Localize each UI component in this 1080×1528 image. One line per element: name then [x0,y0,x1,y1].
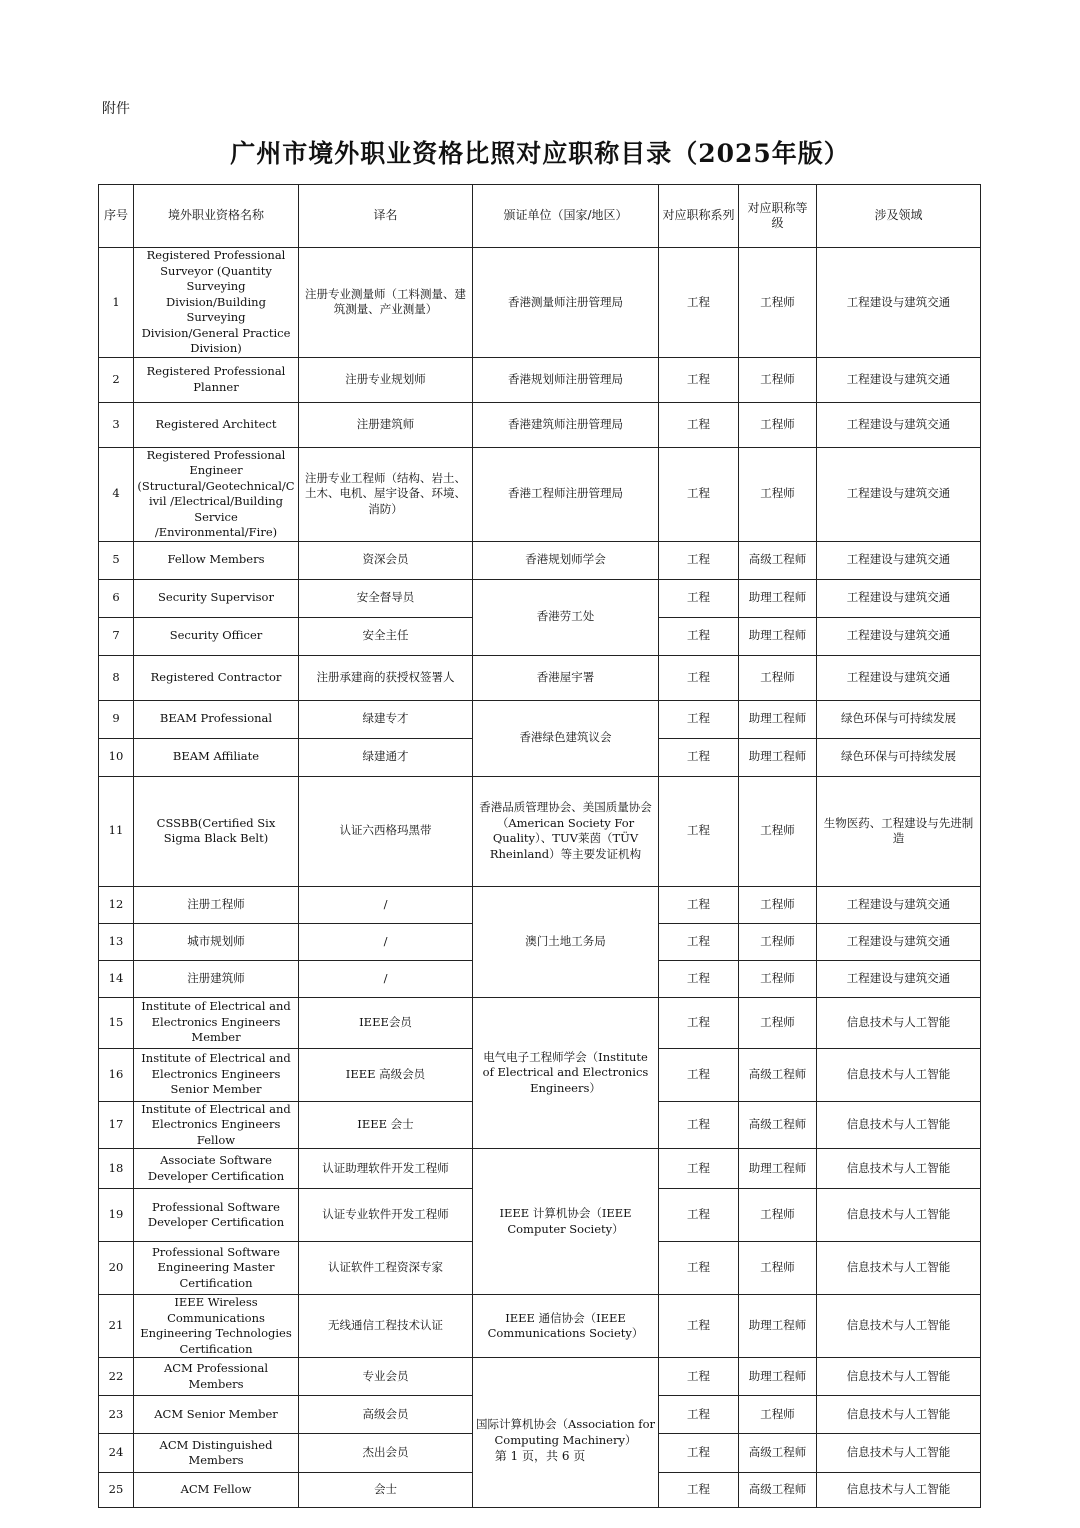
cell-field: 工程建设与建筑交通 [817,447,981,541]
cell-series: 工程 [659,923,739,960]
cell-name: BEAM Professional [134,700,299,738]
table-row [99,1149,981,1189]
cell-field: 工程建设与建筑交通 [817,655,981,700]
cell-name: Registered Contractor [134,655,299,700]
cell-translation: 注册专业工程师（结构、岩土、土木、电机、屋宇设备、环境、消防） [299,447,473,541]
cell-series: 工程 [659,617,739,655]
cell-series: 工程 [659,960,739,997]
attachment-label: 附件 [102,101,130,117]
cell-level: 工程师 [739,1242,817,1295]
cell-field: 绿色环保与可持续发展 [817,700,981,738]
cell-series: 工程 [659,447,739,541]
cell-field: 信息技术与人工智能 [817,1101,981,1149]
cell-name: Associate Software Developer Certification [134,1149,299,1189]
cell-series: 工程 [659,655,739,700]
table-row [99,447,981,541]
cell-field: 信息技术与人工智能 [817,1473,981,1508]
cell-translation: 安全主任 [299,617,473,655]
cell-field: 工程建设与建筑交通 [817,923,981,960]
cell-level: 高级工程师 [739,1473,817,1508]
cell-level: 助理工程师 [739,1149,817,1189]
cell-series: 工程 [659,886,739,923]
cell-level: 高级工程师 [739,1048,817,1101]
cell-series: 工程 [659,1358,739,1396]
cell-field: 工程建设与建筑交通 [817,579,981,617]
cell-translation: 注册建筑师 [299,402,473,447]
cell-level: 助理工程师 [739,1295,817,1358]
cell-issuer: 香港建筑师注册管理局 [473,402,659,447]
cell-translation: / [299,886,473,923]
cell-no: 23 [99,1396,134,1434]
cell-field: 工程建设与建筑交通 [817,357,981,402]
cell-no: 24 [99,1434,134,1473]
cell-series: 工程 [659,1149,739,1189]
cell-level: 工程师 [739,1396,817,1434]
cell-issuer: 香港规划师注册管理局 [473,357,659,402]
cell-no: 2 [99,357,134,402]
cell-name: Professional Software Developer Certification [134,1189,299,1242]
cell-translation: 专业会员 [299,1358,473,1396]
col-header-issuer: 颁证单位（国家/地区） [473,185,659,248]
cell-issuer: 香港工程师注册管理局 [473,447,659,541]
cell-field: 工程建设与建筑交通 [817,541,981,579]
cell-no: 10 [99,738,134,776]
cell-level: 工程师 [739,997,817,1048]
cell-translation: 认证助理软件开发工程师 [299,1149,473,1189]
table-row [99,579,981,617]
cell-translation: 杰出会员 [299,1434,473,1473]
cell-field: 工程建设与建筑交通 [817,886,981,923]
cell-name: Registered Professional Planner [134,357,299,402]
cell-name: IEEE Wireless Communications Engineering Technologies Certification [134,1295,299,1358]
cell-translation: IEEE 会士 [299,1101,473,1149]
cell-no: 19 [99,1189,134,1242]
cell-no: 14 [99,960,134,997]
cell-level: 助理工程师 [739,1358,817,1396]
col-header-level: 对应职称等级 [739,185,817,248]
cell-no: 20 [99,1242,134,1295]
cell-no: 17 [99,1101,134,1149]
table-row [99,402,981,447]
cell-name: Professional Software Engineering Master Certification [134,1242,299,1295]
cell-name: Registered Professional Surveyor (Quantity Surveying Division/Building Surveying Division/General Practice Division) [134,248,299,358]
cell-no: 18 [99,1149,134,1189]
cell-series: 工程 [659,1473,739,1508]
cell-series: 工程 [659,997,739,1048]
cell-level: 高级工程师 [739,1101,817,1149]
col-header-no: 序号 [99,185,134,248]
cell-issuer: 国际计算机协会（Association for Computing Machinery） [473,1358,659,1508]
cell-field: 信息技术与人工智能 [817,997,981,1048]
cell-name: 注册工程师 [134,886,299,923]
cell-field: 工程建设与建筑交通 [817,617,981,655]
cell-translation: IEEE会员 [299,997,473,1048]
cell-issuer: 香港绿色建筑议会 [473,700,659,776]
cell-no: 8 [99,655,134,700]
cell-series: 工程 [659,1295,739,1358]
cell-level: 工程师 [739,447,817,541]
cell-translation: 认证软件工程资深专家 [299,1242,473,1295]
table-row [99,655,981,700]
col-header-translation: 译名 [299,185,473,248]
cell-name: Fellow Members [134,541,299,579]
cell-issuer: 香港测量师注册管理局 [473,248,659,358]
cell-series: 工程 [659,738,739,776]
cell-issuer: 香港屋宇署 [473,655,659,700]
cell-name: BEAM Affiliate [134,738,299,776]
cell-translation: 注册专业测量师（工料测量、建筑测量、产业测量） [299,248,473,358]
cell-no: 16 [99,1048,134,1101]
cell-translation: 会士 [299,1473,473,1508]
cell-field: 信息技术与人工智能 [817,1189,981,1242]
cell-field: 工程建设与建筑交通 [817,402,981,447]
cell-name: 注册建筑师 [134,960,299,997]
cell-field: 信息技术与人工智能 [817,1149,981,1189]
cell-series: 工程 [659,1101,739,1149]
col-header-name: 境外职业资格名称 [134,185,299,248]
cell-issuer: 香港品质管理协会、美国质量协会（American Society For Quality）、TUV莱茵（TÜV Rheinland）等主要发证机构 [473,776,659,886]
table-row [99,541,981,579]
cell-issuer: 香港劳工处 [473,579,659,655]
cell-series: 工程 [659,776,739,886]
cell-level: 工程师 [739,1189,817,1242]
cell-no: 12 [99,886,134,923]
cell-no: 1 [99,248,134,358]
cell-field: 信息技术与人工智能 [817,1048,981,1101]
cell-no: 25 [99,1473,134,1508]
cell-name: ACM Fellow [134,1473,299,1508]
cell-translation: / [299,923,473,960]
page-title: 广州市境外职业资格比照对应职称目录（2025年版） [230,139,850,168]
cell-issuer: 香港规划师学会 [473,541,659,579]
table-row [99,886,981,923]
table-row [99,997,981,1048]
cell-series: 工程 [659,402,739,447]
col-header-field: 涉及领域 [817,185,981,248]
cell-name: ACM Professional Members [134,1358,299,1396]
cell-field: 信息技术与人工智能 [817,1434,981,1473]
cell-no: 6 [99,579,134,617]
cell-translation: IEEE 高级会员 [299,1048,473,1101]
cell-translation: 注册承建商的获授权签署人 [299,655,473,700]
cell-field: 生物医药、工程建设与先进制造 [817,776,981,886]
cell-series: 工程 [659,1242,739,1295]
cell-name: ACM Distinguished Members [134,1434,299,1473]
cell-no: 3 [99,402,134,447]
cell-level: 工程师 [739,960,817,997]
cell-level: 高级工程师 [739,1434,817,1473]
cell-translation: 认证专业软件开发工程师 [299,1189,473,1242]
cell-name: Registered Professional Engineer (Structural/Geotechnical/Civil /Electrical/Building Service /Environmental/Fire) [134,447,299,541]
cell-series: 工程 [659,700,739,738]
cell-field: 信息技术与人工智能 [817,1242,981,1295]
cell-translation: 无线通信工程技术认证 [299,1295,473,1358]
cell-no: 11 [99,776,134,886]
cell-field: 工程建设与建筑交通 [817,248,981,358]
qualification-table [98,184,981,1508]
cell-no: 5 [99,541,134,579]
cell-name: Institute of Electrical and Electronics Engineers Fellow [134,1101,299,1149]
cell-level: 工程师 [739,402,817,447]
cell-level: 助理工程师 [739,579,817,617]
cell-translation: 认证六西格玛黑带 [299,776,473,886]
cell-translation: 安全督导员 [299,579,473,617]
cell-no: 9 [99,700,134,738]
cell-field: 工程建设与建筑交通 [817,960,981,997]
cell-translation: / [299,960,473,997]
cell-no: 13 [99,923,134,960]
cell-issuer: 电气电子工程师学会（Institute of Electrical and Electronics Engineers） [473,997,659,1149]
cell-field: 信息技术与人工智能 [817,1295,981,1358]
cell-series: 工程 [659,357,739,402]
cell-level: 助理工程师 [739,738,817,776]
cell-no: 15 [99,997,134,1048]
table-header [99,185,981,248]
cell-series: 工程 [659,1048,739,1101]
cell-series: 工程 [659,1189,739,1242]
table-row [99,700,981,738]
cell-series: 工程 [659,579,739,617]
cell-level: 高级工程师 [739,541,817,579]
table-row [99,1358,981,1396]
cell-name: Institute of Electrical and Electronics Engineers Senior Member [134,1048,299,1101]
cell-no: 4 [99,447,134,541]
cell-name: Security Officer [134,617,299,655]
page-footer: 第 1 页，共 6 页 [494,1449,586,1463]
cell-level: 工程师 [739,655,817,700]
cell-translation: 注册专业规划师 [299,357,473,402]
cell-series: 工程 [659,248,739,358]
cell-level: 助理工程师 [739,617,817,655]
cell-issuer: IEEE 计算机协会（IEEE Computer Society） [473,1149,659,1295]
cell-series: 工程 [659,541,739,579]
cell-name: 城市规划师 [134,923,299,960]
cell-translation: 资深会员 [299,541,473,579]
cell-name: ACM Senior Member [134,1396,299,1434]
cell-level: 工程师 [739,886,817,923]
cell-level: 工程师 [739,923,817,960]
cell-name: CSSBB(Certified Six Sigma Black Belt) [134,776,299,886]
cell-no: 7 [99,617,134,655]
table-row [99,248,981,358]
col-header-series: 对应职称系列 [659,185,739,248]
cell-name: Security Supervisor [134,579,299,617]
table-body [99,248,981,1508]
cell-level: 工程师 [739,248,817,358]
table-row [99,776,981,886]
cell-level: 助理工程师 [739,700,817,738]
cell-no: 22 [99,1358,134,1396]
cell-series: 工程 [659,1434,739,1473]
cell-name: Registered Architect [134,402,299,447]
cell-translation: 高级会员 [299,1396,473,1434]
cell-field: 绿色环保与可持续发展 [817,738,981,776]
cell-name: Institute of Electrical and Electronics Engineers Member [134,997,299,1048]
table-row [99,357,981,402]
cell-level: 工程师 [739,776,817,886]
cell-translation: 绿建通才 [299,738,473,776]
cell-field: 信息技术与人工智能 [817,1358,981,1396]
cell-issuer: IEEE 通信协会（IEEE Communications Society） [473,1295,659,1358]
cell-level: 工程师 [739,357,817,402]
cell-issuer: 澳门土地工务局 [473,886,659,997]
cell-series: 工程 [659,1396,739,1434]
cell-no: 21 [99,1295,134,1358]
cell-translation: 绿建专才 [299,700,473,738]
cell-field: 信息技术与人工智能 [817,1396,981,1434]
table-row [99,1295,981,1358]
